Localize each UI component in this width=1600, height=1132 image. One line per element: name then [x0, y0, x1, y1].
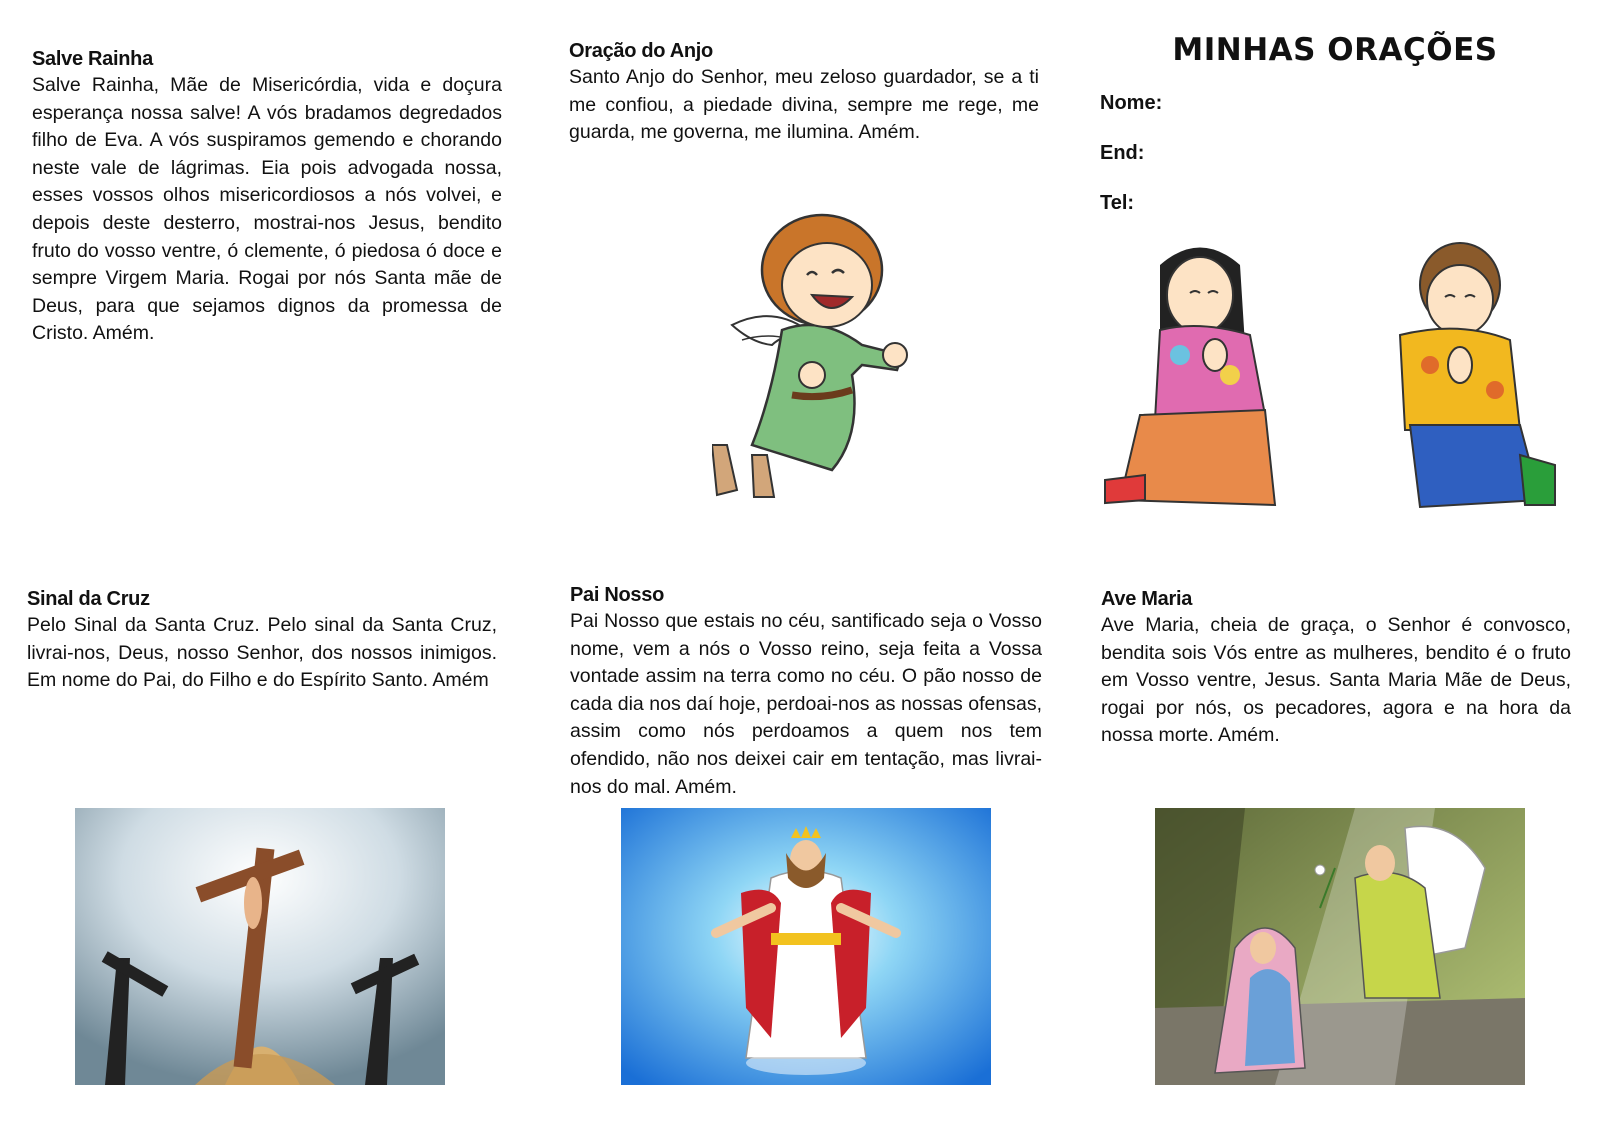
ave-maria-section [1101, 586, 1571, 750]
pai-nosso-title: Pai Nosso [570, 584, 664, 606]
sinal-cruz-section [27, 586, 497, 695]
oracao-anjo-section [569, 38, 1039, 147]
sinal-cruz-text: Pelo Sinal da Santa Cruz. Pelo sinal da Santa Cruz, livrai-nos, Deus, nosso Senhor, dos nossos inimigos. Em nome do Pai, do Filho e do Espírito Santo. Amém [27, 614, 497, 692]
ave-maria-title: Ave Maria [1101, 588, 1193, 610]
praying-children-illustration [1100, 235, 1570, 525]
pai-nosso-text: Pai Nosso que estais no céu, santificado seja o Vosso nome, vem a nós o Vosso reino, seja feita a Vossa vontade assim na terra como no céu. O pão nosso de cada dia nos daí hoje, perdoai-nos as nossas ofensas, assim como nós perdoamos a quem nos tem ofendido, não nos deixei cair em tentação, mas livrai-nos do mal. Amém. [570, 610, 1042, 798]
oracao-anjo-title: Oração do Anjo [569, 40, 713, 62]
crucifixion-image [75, 808, 445, 1085]
ave-maria-text: Ave Maria, cheia de graça, o Senhor é convosco, bendita sois Vós entre as mulheres, bendito é o fruto em Vosso ventre, Jesus. Santa Maria Mãe de Deus, rogai por nós, os pecadores, agora e na hora da nossa morte. Amém. [1101, 614, 1571, 747]
contact-fields [1100, 88, 1162, 238]
salve-rainha-title: Salve Rainha [32, 48, 153, 70]
sinal-cruz-title: Sinal da Cruz [27, 588, 150, 610]
angel-illustration [712, 205, 932, 515]
oracao-anjo-text: Santo Anjo do Senhor, meu zeloso guardador, se a ti me confiou, a piedade divina, sempre me rege, me guarda, me governa, me ilumina. Amém. [569, 66, 1039, 144]
name-field-label: Nome: [1100, 92, 1163, 114]
phone-field-label: Tel: [1100, 192, 1135, 214]
salve-rainha-section [32, 46, 502, 348]
address-field-label: End: [1100, 142, 1145, 164]
annunciation-image [1155, 808, 1525, 1085]
risen-jesus-image [621, 808, 991, 1085]
cover-title: MINHAS ORAÇÕES [1172, 32, 1498, 68]
pai-nosso-section [570, 582, 1042, 801]
salve-rainha-text: Salve Rainha, Mãe de Misericórdia, vida e doçura esperança nossa salve! A vós bradamos degredados filho de Eva. A vós suspiramos gemendo e chorando neste vale de lágrimas. Eia pois advogada nossa, esses vossos olhos misericordiosos a nós volvei, e depois deste desterro, mostrai-nos Jesus, bendito fruto do vosso ventre, ó clemente, ó piedosa ó doce e sempre Virgem Maria. Rogai por nós Santa mãe de Deus, para que sejamos dignos da promessa de Cristo. Amém. [32, 74, 502, 345]
